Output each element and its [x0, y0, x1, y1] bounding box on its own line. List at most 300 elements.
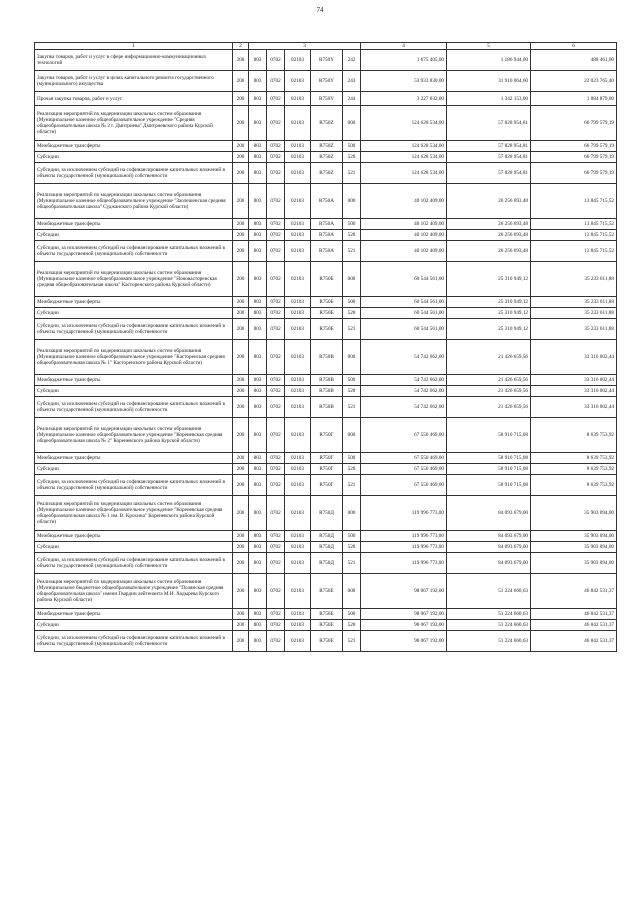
code-admin: 200 — [233, 297, 249, 308]
code-program: 02103 — [285, 308, 311, 319]
amount-executed: 25 310 949,12 — [447, 308, 531, 319]
amount-remainder: 13 845 715,52 — [531, 241, 617, 262]
code-admin: 200 — [233, 141, 249, 152]
code-section: 803 — [249, 92, 267, 106]
amount-approved: 40 102 409,00 — [361, 184, 447, 219]
amount-approved: 98 067 192,00 — [361, 609, 447, 620]
code-program: 02103 — [285, 71, 311, 92]
amount-approved: 67 550 469,00 — [361, 453, 447, 464]
code-program: 02103 — [285, 319, 311, 340]
code-admin: 200 — [233, 106, 249, 141]
code-section: 803 — [249, 297, 267, 308]
code-section: 803 — [249, 631, 267, 652]
code-section: 803 — [249, 620, 267, 631]
code-section: 803 — [249, 230, 267, 241]
amount-approved: 119 996 773,00 — [361, 496, 447, 531]
code-section: 803 — [249, 397, 267, 418]
table-row — [35, 152, 617, 163]
code-section: 803 — [249, 163, 267, 184]
table-row — [35, 531, 617, 542]
amount-executed: 26 256 693,48 — [447, 241, 531, 262]
code-admin: 200 — [233, 92, 249, 106]
row-name: Реализация мероприятий по модернизации школьных систем образования (Муниципальное казенное общеобразовательное учреждение "Кореневская средняя общеобразовательная школа № 2" Кореневского района Курской области) — [35, 418, 233, 453]
amount-remainder: 13 845 715,52 — [531, 219, 617, 230]
amount-remainder: 1 884 879,00 — [531, 92, 617, 106]
amount-approved: 53 933 830,00 — [361, 71, 447, 92]
amount-approved: 54 742 662,00 — [361, 340, 447, 375]
code-program: 02103 — [285, 340, 311, 375]
code-section: 803 — [249, 542, 267, 553]
amount-remainder: 35 903 094,00 — [531, 553, 617, 574]
code-target: R750А — [311, 241, 343, 262]
code-section: 803 — [249, 106, 267, 141]
code-type: 000 — [343, 574, 361, 609]
amount-remainder: 66 799 579,19 — [531, 106, 617, 141]
table-row — [35, 319, 617, 340]
code-program: 02103 — [285, 230, 311, 241]
code-subsection: 0702 — [267, 531, 285, 542]
table-row — [35, 308, 617, 319]
row-name: Прочая закупка товаров, работ и услуг — [35, 92, 233, 106]
code-program: 02103 — [285, 141, 311, 152]
amount-approved: 40 102 409,00 — [361, 219, 447, 230]
code-admin: 200 — [233, 553, 249, 574]
table-row — [35, 475, 617, 496]
code-type: 000 — [343, 418, 361, 453]
code-admin: 200 — [233, 397, 249, 418]
amount-approved: 54 742 662,00 — [361, 375, 447, 386]
code-program: 02103 — [285, 620, 311, 631]
table-row — [35, 631, 617, 652]
code-type: 242 — [343, 50, 361, 71]
table-row — [35, 453, 617, 464]
amount-executed: 26 256 693,48 — [447, 184, 531, 219]
amount-executed: 58 910 715,08 — [447, 453, 531, 464]
code-program: 02103 — [285, 386, 311, 397]
code-target: R750Е — [311, 620, 343, 631]
code-type: 500 — [343, 453, 361, 464]
code-admin: 200 — [233, 620, 249, 631]
amount-approved: 60 544 561,00 — [361, 262, 447, 297]
amount-approved: 119 996 773,00 — [361, 542, 447, 553]
amount-approved: 1 675 405,00 — [361, 50, 447, 71]
amount-remainder: 13 845 715,52 — [531, 230, 617, 241]
amount-remainder: 8 639 753,92 — [531, 453, 617, 464]
code-section: 803 — [249, 152, 267, 163]
amount-remainder: 33 316 002,44 — [531, 375, 617, 386]
code-target: R750В — [311, 397, 343, 418]
amount-remainder: 46 842 531,37 — [531, 620, 617, 631]
header-col-3: 3 — [249, 43, 361, 50]
code-type: 521 — [343, 475, 361, 496]
code-type: 243 — [343, 71, 361, 92]
code-target: R750Б — [311, 308, 343, 319]
amount-remainder: 66 799 579,19 — [531, 141, 617, 152]
code-target: R750Y — [311, 92, 343, 106]
amount-remainder: 66 799 579,19 — [531, 152, 617, 163]
row-name: Межбюджетные трансферты — [35, 531, 233, 542]
amount-approved: 3 227 032,00 — [361, 92, 447, 106]
code-type: 520 — [343, 542, 361, 553]
amount-executed: 21 426 659,56 — [447, 375, 531, 386]
row-name: Межбюджетные трансферты — [35, 219, 233, 230]
header-col-5: 5 — [447, 43, 531, 50]
code-section: 803 — [249, 375, 267, 386]
table-row — [35, 230, 617, 241]
code-subsection: 0702 — [267, 386, 285, 397]
code-type: 520 — [343, 620, 361, 631]
table-row — [35, 542, 617, 553]
amount-approved: 98 067 192,00 — [361, 620, 447, 631]
code-program: 02103 — [285, 418, 311, 453]
amount-approved: 60 544 561,00 — [361, 308, 447, 319]
amount-executed: 1 186 944,00 — [447, 50, 531, 71]
code-admin: 200 — [233, 386, 249, 397]
code-subsection: 0702 — [267, 609, 285, 620]
code-subsection: 0702 — [267, 297, 285, 308]
code-target: R750Б — [311, 297, 343, 308]
code-section: 803 — [249, 531, 267, 542]
code-admin: 200 — [233, 453, 249, 464]
table-row — [35, 71, 617, 92]
code-admin: 200 — [233, 230, 249, 241]
code-type: 000 — [343, 184, 361, 219]
code-subsection: 0702 — [267, 163, 285, 184]
code-program: 02103 — [285, 496, 311, 531]
amount-executed: 21 426 659,56 — [447, 386, 531, 397]
code-type: 000 — [343, 106, 361, 141]
row-name: Реализация мероприятий по модернизации школьных систем образования (Муниципальное казенное общеобразовательное учреждение "Заолешенская средняя общеобразовательная школа" Суджанского района Курской области) — [35, 184, 233, 219]
code-type: 520 — [343, 386, 361, 397]
code-admin: 200 — [233, 418, 249, 453]
code-subsection: 0702 — [267, 397, 285, 418]
code-section: 803 — [249, 475, 267, 496]
code-admin: 200 — [233, 163, 249, 184]
table-row — [35, 92, 617, 106]
amount-executed: 84 093 679,00 — [447, 553, 531, 574]
code-admin: 200 — [233, 71, 249, 92]
code-target: R750Г — [311, 464, 343, 475]
code-type: 500 — [343, 141, 361, 152]
amount-remainder: 46 842 531,37 — [531, 609, 617, 620]
code-program: 02103 — [285, 553, 311, 574]
code-type: 520 — [343, 230, 361, 241]
page-number: 74 — [316, 6, 324, 14]
code-program: 02103 — [285, 262, 311, 297]
amount-remainder: 35 903 094,00 — [531, 542, 617, 553]
amount-executed: 51 224 660,63 — [447, 609, 531, 620]
code-subsection: 0702 — [267, 141, 285, 152]
code-admin: 200 — [233, 50, 249, 71]
code-admin: 200 — [233, 531, 249, 542]
header-row — [35, 43, 617, 50]
code-subsection: 0702 — [267, 71, 285, 92]
code-program: 02103 — [285, 475, 311, 496]
code-subsection: 0702 — [267, 418, 285, 453]
amount-executed: 57 828 954,81 — [447, 106, 531, 141]
table-row — [35, 241, 617, 262]
table-row — [35, 496, 617, 531]
code-subsection: 0702 — [267, 475, 285, 496]
code-target: R750В — [311, 386, 343, 397]
code-type: 500 — [343, 609, 361, 620]
amount-executed: 57 828 954,81 — [447, 141, 531, 152]
table-row — [35, 219, 617, 230]
code-subsection: 0702 — [267, 340, 285, 375]
code-target: R750Z — [311, 106, 343, 141]
code-target: R750Г — [311, 418, 343, 453]
code-target: R750Е — [311, 631, 343, 652]
code-section: 803 — [249, 386, 267, 397]
row-name: Реализация мероприятий по модернизации школьных систем образования (Муниципальное казенное общеобразовательное учреждение "Касторенская средняя общеобразовательная школа № 1" Касторенского района Курской области) — [35, 340, 233, 375]
code-admin: 200 — [233, 319, 249, 340]
row-name: Субсидии — [35, 542, 233, 553]
amount-approved: 67 550 469,00 — [361, 475, 447, 496]
code-subsection: 0702 — [267, 308, 285, 319]
row-name: Субсидии — [35, 230, 233, 241]
code-subsection: 0702 — [267, 152, 285, 163]
table-row — [35, 106, 617, 141]
code-admin: 200 — [233, 262, 249, 297]
amount-remainder: 488 461,00 — [531, 50, 617, 71]
amount-executed: 58 910 715,08 — [447, 475, 531, 496]
code-admin: 200 — [233, 375, 249, 386]
row-name: Субсидии, за исключением субсидий на софинансирование капитальных вложений в объекты государственной (муниципальной) собственности — [35, 475, 233, 496]
code-type: 521 — [343, 631, 361, 652]
code-program: 02103 — [285, 241, 311, 262]
code-subsection: 0702 — [267, 92, 285, 106]
code-type: 500 — [343, 375, 361, 386]
row-name: Реализация мероприятий по модернизации школьных систем образования (Муниципальное бюджетное общеобразовательное учреждение "Полянская средняя общеобразовательная школа" имени Гвардии лейтенанта М.И. Ходырева Курского района Курской области) — [35, 574, 233, 609]
amount-approved: 124 628 534,00 — [361, 106, 447, 141]
code-target: R750Г — [311, 475, 343, 496]
amount-executed: 21 426 659,56 — [447, 340, 531, 375]
code-admin: 200 — [233, 219, 249, 230]
code-admin: 200 — [233, 184, 249, 219]
code-target: R750Б — [311, 262, 343, 297]
amount-approved: 119 996 773,00 — [361, 553, 447, 574]
code-subsection: 0702 — [267, 219, 285, 230]
code-type: 521 — [343, 397, 361, 418]
code-target: R750Д — [311, 531, 343, 542]
code-section: 803 — [249, 184, 267, 219]
table-row — [35, 464, 617, 475]
amount-remainder: 35 233 611,88 — [531, 297, 617, 308]
table-row — [35, 184, 617, 219]
code-type: 000 — [343, 496, 361, 531]
code-program: 02103 — [285, 184, 311, 219]
code-program: 02103 — [285, 106, 311, 141]
code-target: R750Z — [311, 152, 343, 163]
code-target: R750А — [311, 230, 343, 241]
table-row — [35, 375, 617, 386]
code-section: 803 — [249, 308, 267, 319]
code-subsection: 0702 — [267, 184, 285, 219]
amount-approved: 67 550 469,00 — [361, 418, 447, 453]
code-type: 500 — [343, 297, 361, 308]
code-type: 520 — [343, 152, 361, 163]
code-subsection: 0702 — [267, 464, 285, 475]
amount-executed: 84 093 679,00 — [447, 531, 531, 542]
code-section: 803 — [249, 464, 267, 475]
code-program: 02103 — [285, 631, 311, 652]
code-subsection: 0702 — [267, 319, 285, 340]
code-type: 000 — [343, 340, 361, 375]
amount-remainder: 35 903 094,00 — [531, 496, 617, 531]
code-subsection: 0702 — [267, 230, 285, 241]
code-program: 02103 — [285, 397, 311, 418]
amount-executed: 25 310 949,12 — [447, 297, 531, 308]
row-name: Субсидии — [35, 308, 233, 319]
amount-executed: 58 910 715,08 — [447, 418, 531, 453]
amount-approved: 124 628 534,00 — [361, 152, 447, 163]
row-name: Субсидии, за исключением субсидий на софинансирование капитальных вложений в объекты государственной (муниципальной) собственности — [35, 241, 233, 262]
amount-executed: 21 426 659,56 — [447, 397, 531, 418]
table-row — [35, 163, 617, 184]
row-name: Субсидии, за исключением субсидий на софинансирование капитальных вложений в объекты государственной (муниципальной) собственности — [35, 163, 233, 184]
code-target: R750Д — [311, 553, 343, 574]
code-program: 02103 — [285, 609, 311, 620]
code-section: 803 — [249, 574, 267, 609]
code-subsection: 0702 — [267, 620, 285, 631]
code-section: 803 — [249, 219, 267, 230]
table-row — [35, 620, 617, 631]
code-type: 244 — [343, 92, 361, 106]
code-subsection: 0702 — [267, 262, 285, 297]
code-section: 803 — [249, 453, 267, 464]
code-subsection: 0702 — [267, 375, 285, 386]
budget-table — [34, 42, 617, 652]
amount-executed: 25 310 949,12 — [447, 319, 531, 340]
amount-approved: 40 102 409,00 — [361, 241, 447, 262]
code-type: 521 — [343, 319, 361, 340]
row-name: Субсидии, за исключением субсидий на софинансирование капитальных вложений в объекты государственной (муниципальной) собственности — [35, 397, 233, 418]
amount-approved: 54 742 662,00 — [361, 397, 447, 418]
row-name: Субсидии — [35, 464, 233, 475]
table-row — [35, 609, 617, 620]
code-program: 02103 — [285, 453, 311, 464]
row-name: Субсидии, за исключением субсидий на софинансирование капитальных вложений в объекты государственной (муниципальной) собственности — [35, 553, 233, 574]
amount-remainder: 33 316 002,44 — [531, 386, 617, 397]
code-section: 803 — [249, 71, 267, 92]
amount-remainder: 8 639 753,92 — [531, 464, 617, 475]
code-target: R750Y — [311, 71, 343, 92]
row-name: Межбюджетные трансферты — [35, 297, 233, 308]
code-admin: 200 — [233, 308, 249, 319]
code-subsection: 0702 — [267, 496, 285, 531]
code-admin: 200 — [233, 496, 249, 531]
amount-executed: 26 256 693,48 — [447, 230, 531, 241]
amount-executed: 26 256 693,48 — [447, 219, 531, 230]
row-name: Реализация мероприятий по модернизации школьных систем образования (Муниципальное казенное общеобразовательное учреждение "Средняя общеобразовательная школа № 2 г. Дмитриева" Дмитриевского района Курской области) — [35, 106, 233, 141]
code-section: 803 — [249, 141, 267, 152]
header-col-1: 1 — [35, 43, 233, 50]
code-type: 521 — [343, 241, 361, 262]
code-admin: 200 — [233, 609, 249, 620]
code-admin: 200 — [233, 475, 249, 496]
code-target: R750Б — [311, 319, 343, 340]
code-type: 500 — [343, 531, 361, 542]
amount-approved: 60 544 561,00 — [361, 319, 447, 340]
code-program: 02103 — [285, 542, 311, 553]
code-type: 521 — [343, 553, 361, 574]
amount-executed: 31 910 064,60 — [447, 71, 531, 92]
row-name: Субсидии — [35, 386, 233, 397]
code-admin: 200 — [233, 464, 249, 475]
code-admin: 200 — [233, 152, 249, 163]
amount-approved: 124 628 534,00 — [361, 141, 447, 152]
code-admin: 200 — [233, 574, 249, 609]
table-row — [35, 141, 617, 152]
header-col-6: 6 — [531, 43, 617, 50]
code-subsection: 0702 — [267, 574, 285, 609]
code-section: 803 — [249, 553, 267, 574]
code-section: 803 — [249, 496, 267, 531]
row-name: Реализация мероприятий по модернизации школьных систем образования (Муниципальное казенное общеобразовательное учреждение "Кореневская средняя общеобразовательная школа № 1 им. В. Крохина" Кореневского района Курской области) — [35, 496, 233, 531]
code-subsection: 0702 — [267, 106, 285, 141]
amount-executed: 84 093 679,00 — [447, 542, 531, 553]
amount-approved: 60 544 561,00 — [361, 297, 447, 308]
code-program: 02103 — [285, 163, 311, 184]
code-section: 803 — [249, 418, 267, 453]
amount-executed: 1 342 153,00 — [447, 92, 531, 106]
table-row — [35, 340, 617, 375]
code-admin: 200 — [233, 241, 249, 262]
code-target: R750Е — [311, 609, 343, 620]
amount-executed: 51 224 660,63 — [447, 631, 531, 652]
code-program: 02103 — [285, 92, 311, 106]
code-subsection: 0702 — [267, 553, 285, 574]
amount-remainder: 22 023 765,40 — [531, 71, 617, 92]
code-admin: 200 — [233, 340, 249, 375]
header-col-4: 4 — [361, 43, 447, 50]
amount-approved: 98 067 192,00 — [361, 631, 447, 652]
amount-remainder: 35 233 611,88 — [531, 308, 617, 319]
amount-remainder: 35 233 611,88 — [531, 319, 617, 340]
amount-remainder: 8 639 753,92 — [531, 475, 617, 496]
code-section: 803 — [249, 262, 267, 297]
row-name: Закупка товаров, работ и услуг в сфере информационно-коммуникационных технологий — [35, 50, 233, 71]
code-program: 02103 — [285, 50, 311, 71]
code-program: 02103 — [285, 152, 311, 163]
code-subsection: 0702 — [267, 631, 285, 652]
amount-approved: 40 102 409,00 — [361, 230, 447, 241]
code-subsection: 0702 — [267, 241, 285, 262]
amount-approved: 124 628 534,00 — [361, 163, 447, 184]
amount-executed: 58 910 715,08 — [447, 464, 531, 475]
row-name: Субсидии — [35, 152, 233, 163]
amount-executed: 57 828 954,81 — [447, 163, 531, 184]
code-target: R750Y — [311, 50, 343, 71]
amount-remainder: 33 316 002,44 — [531, 397, 617, 418]
code-section: 803 — [249, 241, 267, 262]
row-name: Межбюджетные трансферты — [35, 141, 233, 152]
code-target: R750А — [311, 219, 343, 230]
amount-remainder: 46 842 531,37 — [531, 574, 617, 609]
row-name: Межбюджетные трансферты — [35, 609, 233, 620]
amount-remainder: 13 845 715,52 — [531, 184, 617, 219]
amount-remainder: 33 316 002,44 — [531, 340, 617, 375]
amount-remainder: 35 233 611,88 — [531, 262, 617, 297]
code-target: R750Г — [311, 453, 343, 464]
code-target: R750Д — [311, 496, 343, 531]
code-target: R750Z — [311, 163, 343, 184]
code-program: 02103 — [285, 464, 311, 475]
code-program: 02103 — [285, 574, 311, 609]
row-name: Субсидии, за исключением субсидий на софинансирование капитальных вложений в объекты государственной (муниципальной) собственности — [35, 631, 233, 652]
amount-remainder: 46 842 531,37 — [531, 631, 617, 652]
code-target: R750Е — [311, 574, 343, 609]
